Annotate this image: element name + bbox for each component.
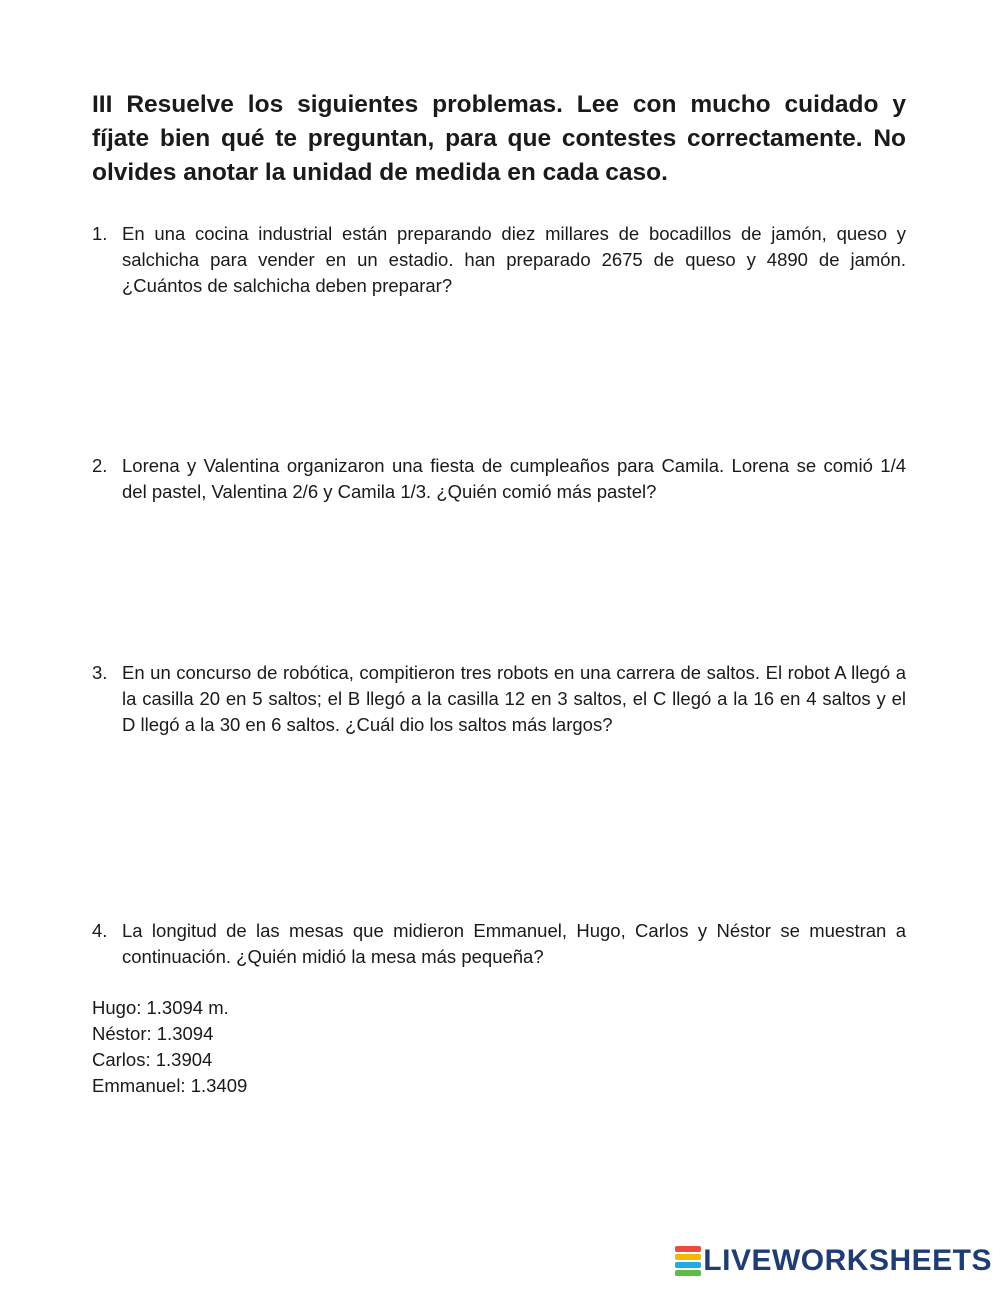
problem-text: La longitud de las mesas que midieron Emmanuel, Hugo, Carlos y Néstor se muestran a continuación. ¿Quién midió la mesa más pequeña? (122, 920, 906, 967)
logo-blocks-icon (675, 1246, 701, 1276)
problem-item (92, 221, 906, 299)
problem-number: 3. (92, 662, 108, 683)
logo-bar (675, 1262, 701, 1268)
problem-text: En un concurso de robótica, compitieron tres robots en una carrera de saltos. El robot A llegó a la casilla 20 en 5 saltos; el B llegó a la casilla 12 en 3 saltos, el C llegó a la 16 en 4 saltos y el D llegó a la 30 en 6 saltos. ¿Cuál dio los saltos más largos? (122, 662, 906, 735)
problem-item (92, 660, 906, 738)
problem-item (92, 453, 906, 505)
problem-text: En una cocina industrial están preparando diez millares de bocadillos de jamón, queso y salchicha para vender en un estadio. han preparado 2675 de queso y 4890 de jamón. ¿Cuántos de salchicha deben preparar? (122, 223, 906, 296)
logo-bar (675, 1270, 701, 1276)
problem-number: 2. (92, 455, 108, 476)
measurement-carlos: Carlos: 1.3904 (92, 1049, 213, 1070)
problem-item (92, 918, 906, 970)
problem-text: Lorena y Valentina organizaron una fiesta de cumpleaños para Camila. Lorena se comió 1/4 del pastel, Valentina 2/6 y Camila 1/3. ¿Quién comió más pastel? (122, 455, 906, 502)
measurement-hugo: Hugo: 1.3094 m. (92, 997, 229, 1018)
instructions-heading: III Resuelve los siguientes problemas. Lee con mucho cuidado y fíjate bien qué te preguntan, para que contestes correctamente. No olvides anotar la unidad de medida en cada caso. (92, 91, 906, 186)
measurement-nestor: Néstor: 1.3094 (92, 1023, 214, 1044)
measurement-emmanuel: Emmanuel: 1.3409 (92, 1075, 248, 1096)
liveworksheets-logo (675, 1243, 992, 1279)
logo-text: LIVEWORKSHEETS (703, 1244, 992, 1277)
measurements-list (92, 995, 247, 1099)
logo-bar (675, 1254, 701, 1260)
problem-number: 4. (92, 920, 108, 941)
problem-number: 1. (92, 223, 108, 244)
logo-bar (675, 1246, 701, 1252)
